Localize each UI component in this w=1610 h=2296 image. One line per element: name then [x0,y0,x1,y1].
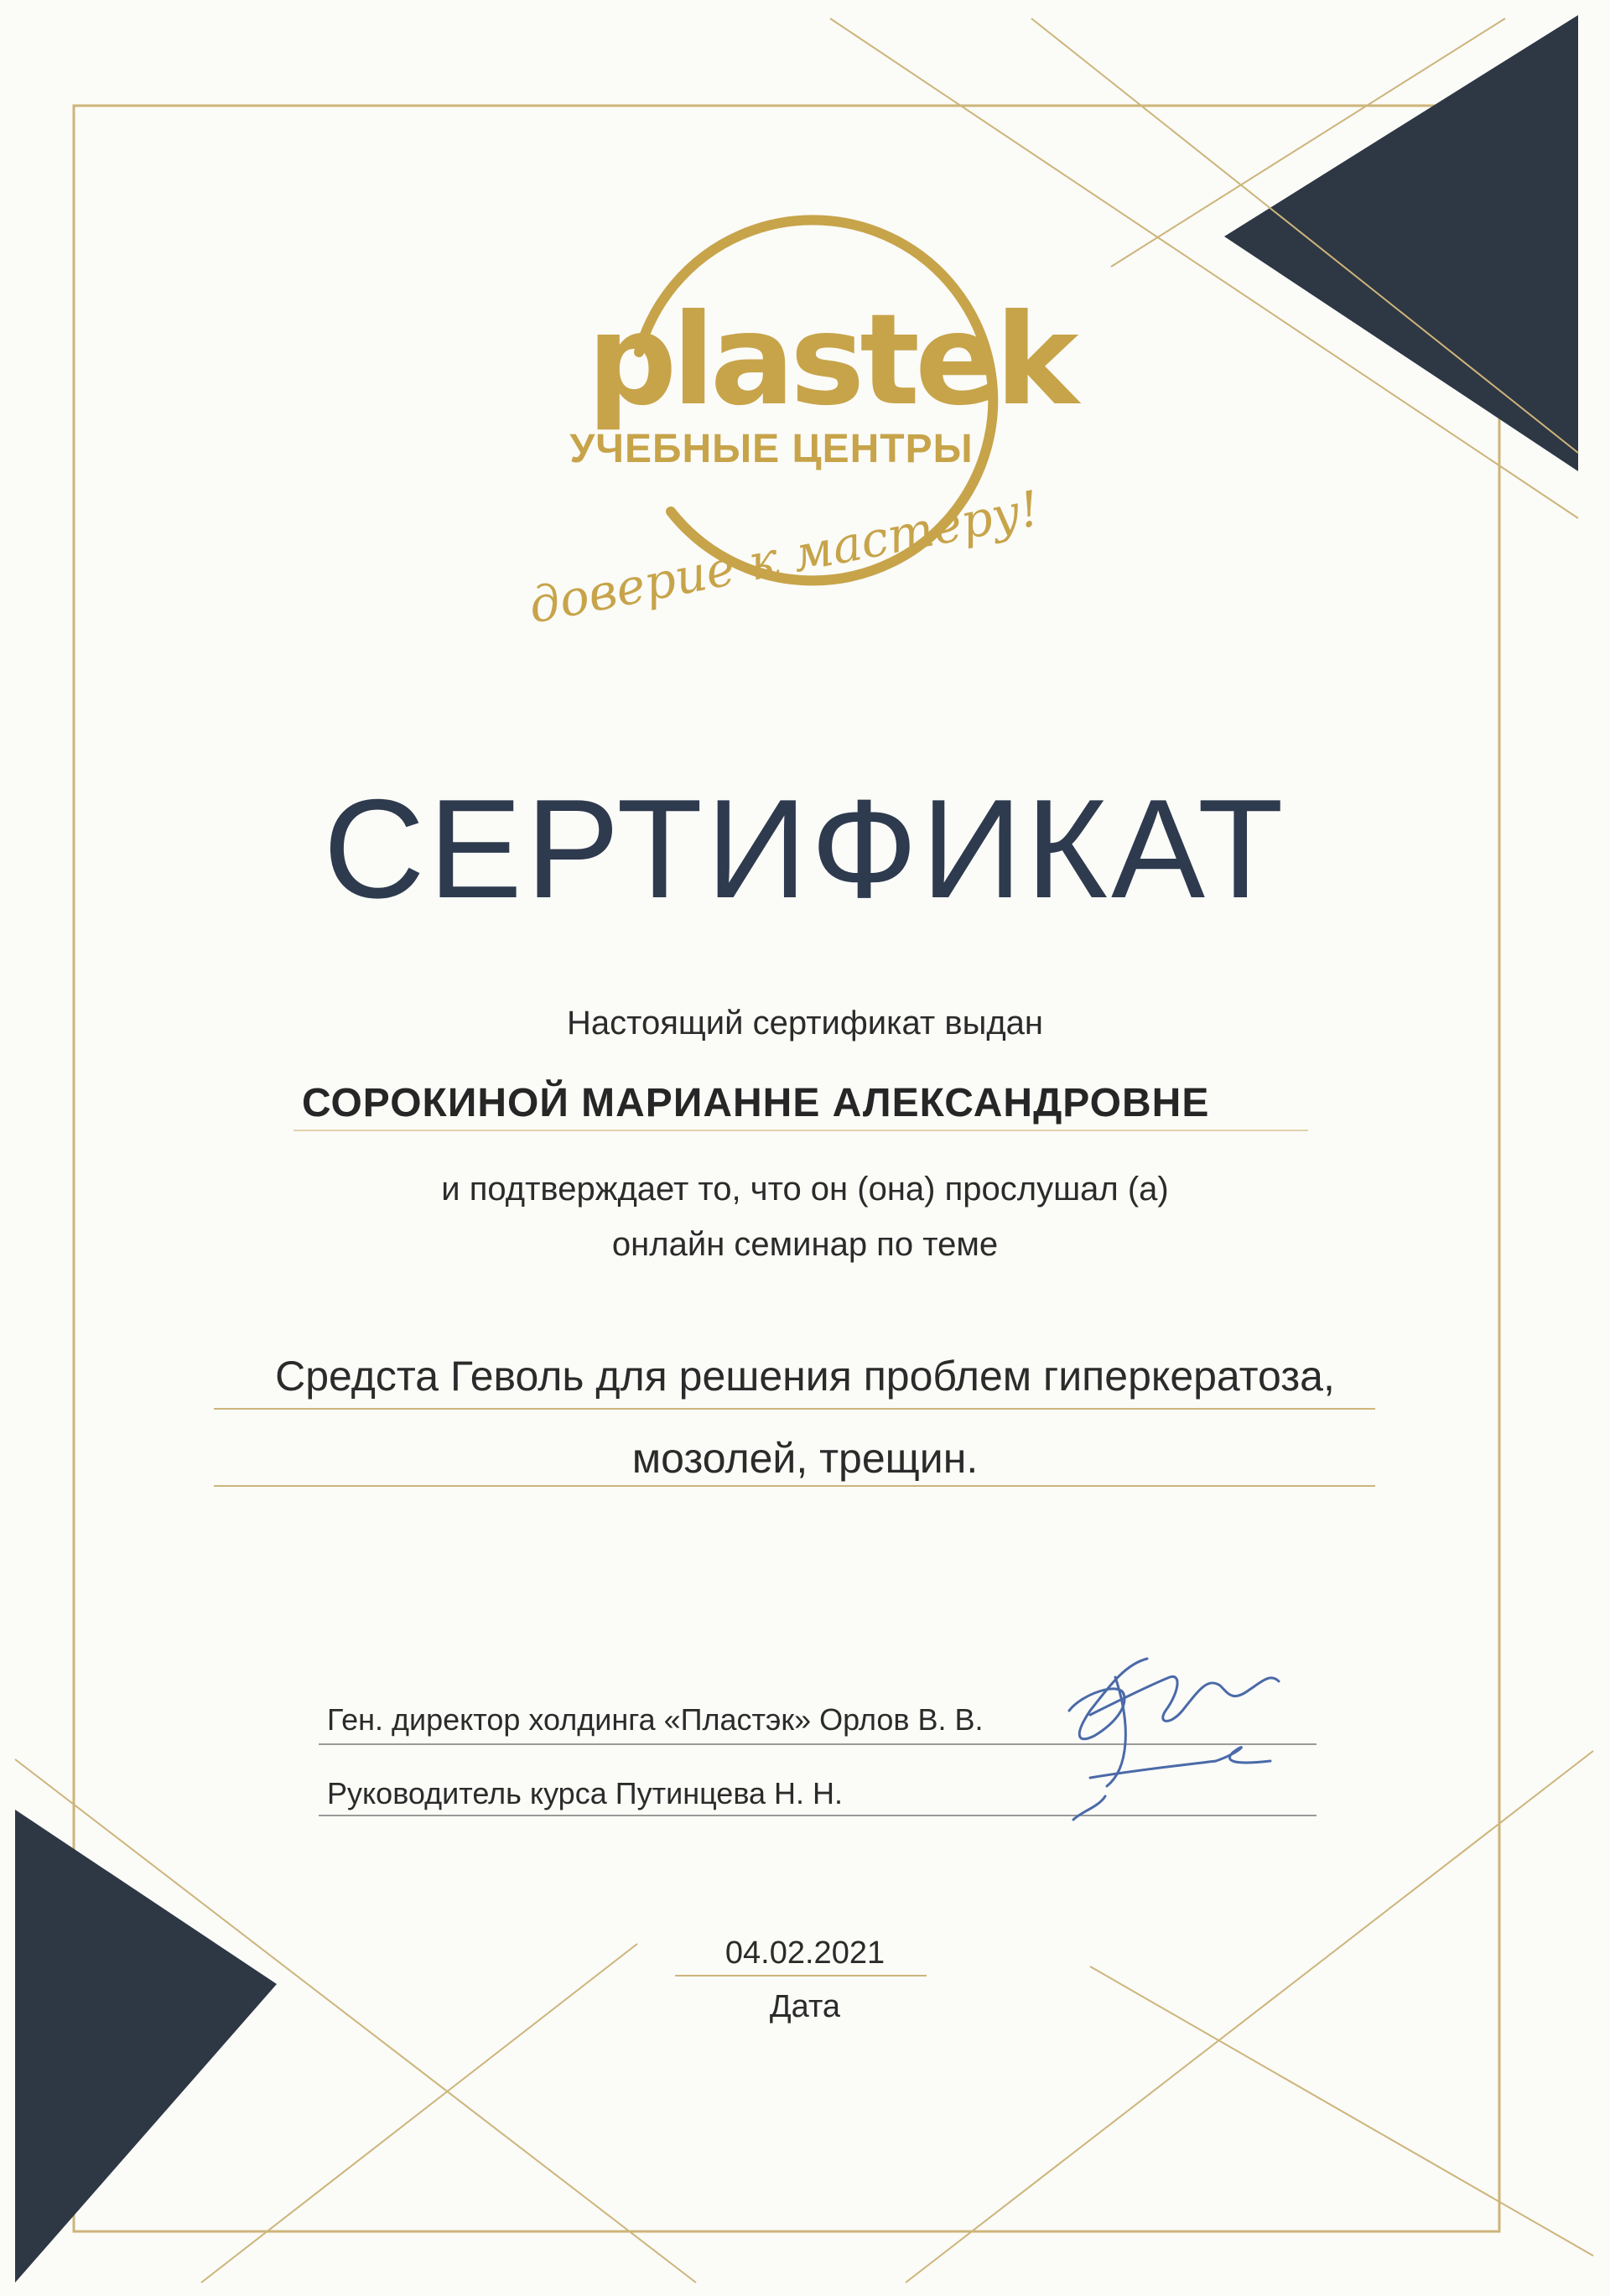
handwritten-signature [1069,1659,1279,1820]
bottom-left-triangle [15,1810,277,2283]
seminar-topic-line-2: мозолей, трещин. [631,1435,979,1482]
date-label: Дата [769,1989,841,2024]
plastek-logo-wordmark: plastek [587,288,1074,434]
certificate-date: 04.02.2021 [724,1935,886,1971]
logo-tagline: доверие к мастеру! [524,479,1045,635]
certificate-intro: Настоящий сертификат выдан [566,1005,1043,1042]
course-lead-signature-label: Руководитель курса Путинцева Н. Н. [327,1776,844,1810]
seminar-topic-line-1: Средста Геволь для решения проблем гиперкератоза, [275,1353,1335,1400]
certificate-title: СЕРТИФИКАТ [323,770,1287,927]
gold-line [906,1751,1593,2283]
recipient-name: СОРОКИНОЙ МАРИАННЕ АЛЕКСАНДРОВНЕ [302,1081,1210,1125]
gold-line [1090,1966,1593,2256]
confirm-line-2: онлайн семинар по теме [611,1226,999,1263]
logo-subtitle: УЧЕБНЫЕ ЦЕНТРЫ [569,427,974,471]
director-signature-label: Ген. директор холдинга «Пластэк» Орлов В. В. [327,1702,984,1737]
confirm-line-1: и подтверждает то, что он (она) прослушал (а) [441,1171,1169,1208]
